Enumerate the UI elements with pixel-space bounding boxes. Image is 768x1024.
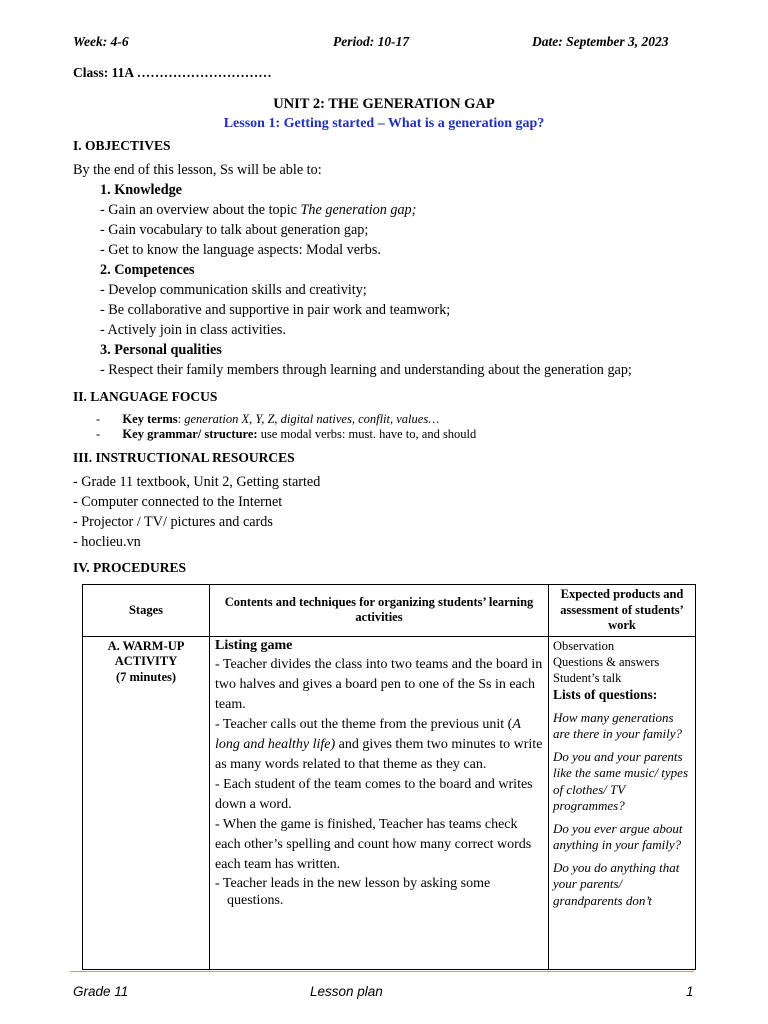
unit-title: UNIT 2: THE GENERATION GAP [273, 96, 495, 112]
content-paragraph [215, 715, 544, 775]
key-grammar-row [96, 427, 476, 442]
content-text: and gives them two minutes to write as many words related to that theme as they can. [215, 736, 543, 772]
resource-item: - Grade 11 textbook, Unit 2, Getting started [73, 474, 321, 490]
assessment-item: Questions & answers [553, 654, 660, 669]
language-focus-heading: II. LANGUAGE FOCUS [73, 389, 218, 404]
stage-cell [83, 636, 210, 969]
content-cell [210, 636, 549, 969]
table-header-row [83, 585, 696, 637]
assessment-cell [549, 636, 696, 969]
key-terms-value: generation X, Y, Z, digital natives, conflit, values… [184, 412, 440, 426]
content-text: - Teacher calls out the theme from the previous unit ( [215, 716, 513, 732]
key-terms-label: Key terms [122, 412, 178, 426]
question-item: Do you and your parents like the same music/ types of clothes/ TV programmes? [553, 748, 689, 813]
resources-heading: III. INSTRUCTIONAL RESOURCES [73, 450, 295, 465]
competence-item: - Be collaborative and supportive in pair work and teamwork; [100, 302, 451, 318]
content-paragraph: - Teacher divides the class into two teams and the board in two halves and gives a board pen to one of the Ss in each team. [215, 656, 543, 712]
class-label: Class: 11A ………………………… [73, 65, 272, 80]
bullet: - [96, 412, 101, 426]
question-item: Do you ever argue about anything in your family? [553, 820, 683, 852]
content-paragraph: - When the game is finished, Teacher has teams check each other’s spelling and count how many correct words each team has written. [215, 816, 532, 872]
resources-list [73, 472, 320, 552]
key-grammar-value: use modal verbs: must. have to, and should [260, 427, 477, 441]
footer-doc-type: Lesson plan [310, 984, 383, 999]
week-label: Week: 4-6 [73, 34, 129, 49]
objectives-heading: I. OBJECTIVES [73, 138, 171, 153]
knowledge-item: - Gain vocabulary to talk about generation gap; [100, 222, 369, 238]
resource-item: - Projector / TV/ pictures and cards [73, 514, 273, 530]
competences-heading: 2. Competences [100, 262, 195, 278]
knowledge-item: - Get to know the language aspects: Modal verbs. [100, 242, 381, 258]
footer-divider [70, 971, 694, 972]
column-header-expected: Expected products and assessment of students’ work [549, 585, 696, 637]
procedures-table [82, 584, 696, 970]
content-paragraph: - Each student of the team comes to the board and writes down a word. [215, 776, 533, 812]
knowledge-item [100, 200, 632, 220]
period-label: Period: 10-17 [333, 34, 410, 49]
stage-line: A. WARM-UP [107, 638, 185, 653]
assessment-item: Observation [553, 638, 615, 653]
footer-grade: Grade 11 [73, 984, 129, 999]
competence-item: - Actively join in class activities. [100, 322, 286, 338]
competence-item: - Develop communication skills and creativity; [100, 282, 367, 298]
questions-title: Lists of questions: [553, 686, 658, 702]
lesson-title: Lesson 1: Getting started – What is a generation gap? [223, 116, 545, 131]
objectives-intro: By the end of this lesson, Ss will be able to: [73, 162, 322, 178]
resource-item: - hoclieu.vn [73, 534, 141, 550]
activity-title: Listing game [215, 637, 293, 653]
page-number: 1 [686, 984, 694, 999]
resource-item: - Computer connected to the Internet [73, 494, 283, 510]
question-item: How many generations are there in your family? [553, 709, 683, 741]
qualities-heading: 3. Personal qualities [100, 342, 222, 358]
stage-line: ACTIVITY [114, 654, 178, 668]
knowledge-item-text: - Gain an overview about the topic [100, 202, 301, 218]
procedures-heading: IV. PROCEDURES [73, 560, 187, 575]
key-grammar-label: Key grammar/ structure: [122, 427, 258, 441]
bullet: - [96, 427, 101, 441]
theme-text: A long and healthy life) [215, 716, 521, 752]
question-item: Do you do anything that your parents/ grandparents don’t [553, 859, 680, 908]
column-header-stages: Stages [83, 585, 210, 637]
assessment-item: Student’s talk [553, 670, 622, 685]
table-row [83, 636, 696, 969]
column-header-contents: Contents and techniques for organizing students’ learning activities [210, 585, 549, 637]
date-label: Date: September 3, 2023 [532, 34, 669, 49]
key-terms-row: - Key terms: generation X, Y, Z, digital natives, conflit, values… [96, 412, 440, 426]
stage-duration: (7 minutes) [115, 669, 177, 684]
knowledge-topic: The generation gap; [300, 202, 417, 218]
knowledge-heading: 1. Knowledge [100, 182, 182, 198]
knowledge-section [100, 180, 632, 380]
content-paragraph: - Teacher leads in the new lesson by asking some questions. [215, 875, 491, 908]
quality-item: - Respect their family members through learning and understanding about the generation gap; [100, 362, 632, 378]
